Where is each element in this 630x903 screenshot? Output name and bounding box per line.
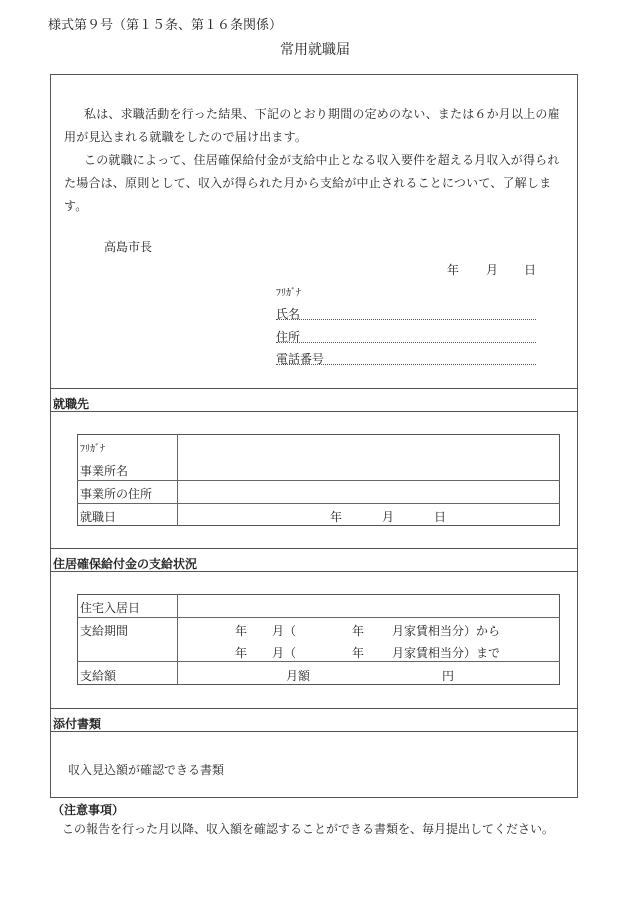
benefit-table (77, 594, 560, 685)
period-to-month: 月（ (272, 646, 297, 660)
start-date-month: 月 (382, 510, 395, 524)
start-date-label: 就職日 (80, 510, 117, 524)
benefit-section-title: 住居確保給付金の支給状況 (53, 557, 198, 571)
applicant-furigana-label: ﾌﾘｶﾞﾅ (276, 288, 301, 299)
employment-section-title: 就職先 (53, 397, 90, 411)
office-name-label: 事業所名 (80, 464, 129, 478)
start-date-day: 日 (434, 510, 447, 524)
applicant-phone-label: 電話番号 (276, 352, 325, 366)
attachments-section-title: 添付書類 (53, 717, 102, 731)
office-address-label: 事業所の住所 (80, 487, 153, 501)
applicant-address-field[interactable] (276, 342, 536, 343)
applicant-name-label: 氏名 (276, 307, 301, 321)
divider (50, 548, 578, 549)
applicant-phone-field[interactable] (276, 364, 536, 365)
divider (50, 708, 578, 709)
period-to-suffix: 月家賃相当分）まで (392, 646, 501, 660)
period-to-year: 年 (235, 646, 248, 660)
date-day-label: 日 (524, 263, 537, 277)
notes-title: （注意事項） (52, 803, 125, 817)
divider (50, 571, 578, 572)
addressee: 高島市長 (104, 240, 153, 254)
form-title: 常用就職届 (280, 42, 350, 58)
yen-label: 円 (442, 669, 455, 683)
period-to-rent-year: 年 (352, 646, 365, 660)
period-from-rent-year: 年 (352, 624, 365, 638)
divider (50, 411, 578, 412)
declaration-paragraph-1: 私は、求職活動を行った結果、下記のとおり期間の定めのない、または６か月以上の雇用が見込まれる就職をしたので届け出ます。 (64, 107, 560, 144)
period-from-year: 年 (235, 624, 248, 638)
office-furigana-label: ﾌﾘｶﾞﾅ (80, 444, 105, 455)
period-from-suffix: 月家賃相当分）から (392, 624, 501, 638)
start-date-year: 年 (330, 510, 343, 524)
benefit-period-label: 支給期間 (80, 624, 129, 638)
date-month-label: 月 (486, 263, 499, 277)
declaration-paragraph-2: この就職によって、住居確保給付金が支給中止となる収入要件を超える月収入が得られた場合は、原則として、収入が得られた月から支給が中止されることについて、了解します。 (64, 153, 560, 213)
date-year-label: 年 (447, 263, 460, 277)
move-in-date-label: 住宅入居日 (80, 601, 141, 615)
divider (50, 388, 578, 389)
period-from-month: 月（ (272, 624, 297, 638)
applicant-name-field[interactable] (276, 319, 536, 320)
attachment-item: 収入見込額が確認できる書類 (68, 763, 225, 777)
divider (50, 731, 578, 732)
applicant-address-label: 住所 (276, 330, 301, 344)
form-number: 様式第９号（第１５条、第１６条関係） (48, 18, 283, 33)
benefit-amount-label: 支給額 (80, 669, 117, 683)
monthly-amount-label: 月額 (286, 669, 311, 683)
notes-text: この報告を行った月以降、収入額を確認することができる書類を、毎月提出してください。 (62, 822, 555, 836)
